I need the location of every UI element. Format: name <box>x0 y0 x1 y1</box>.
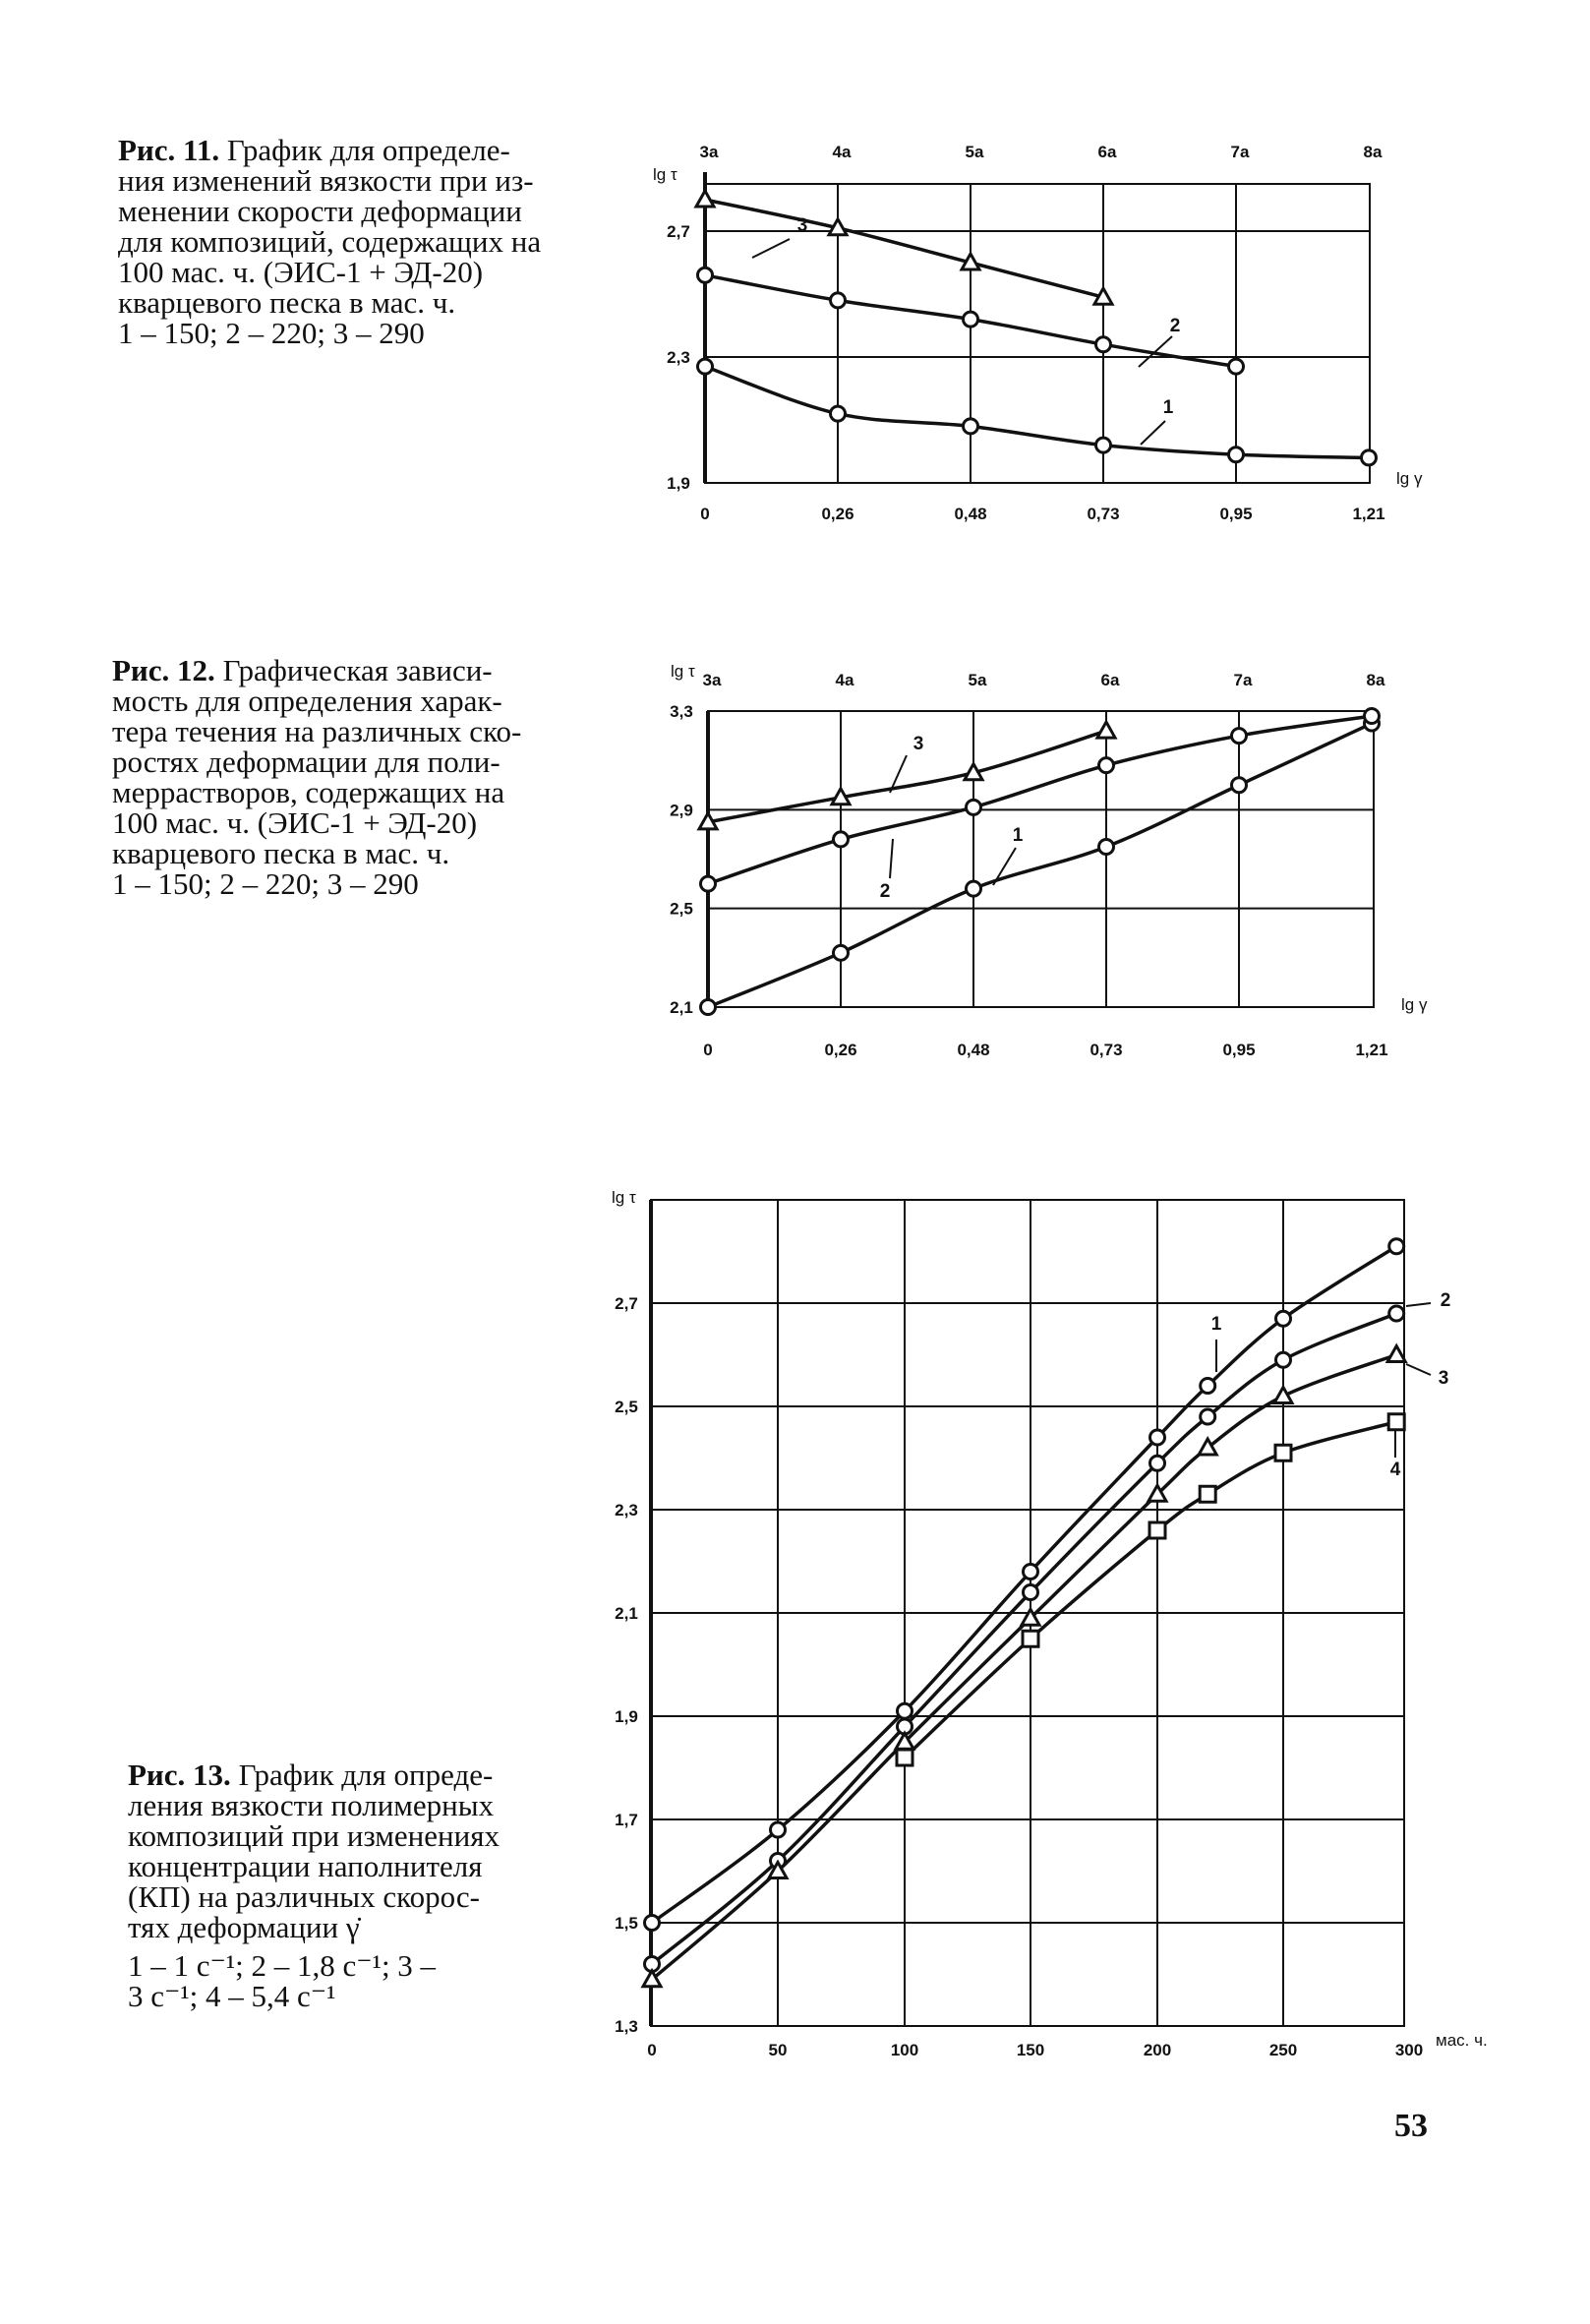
fig11-top-tick-label: 4а <box>832 143 852 161</box>
page-number: 53 <box>1394 2108 1428 2144</box>
fig11-series-2-point <box>1096 337 1111 352</box>
fig13-series-4-point <box>1200 1486 1215 1502</box>
fig13-x-tick-label: 50 <box>768 2041 788 2059</box>
fig11-series-2-point <box>831 293 846 308</box>
fig13-y-tick-label: 1,3 <box>615 2017 638 2036</box>
fig12-series-1-point <box>1232 778 1247 793</box>
fig11-top-tick-label: 7а <box>1230 143 1250 161</box>
fig13-series-3-label: 3 <box>1438 1368 1449 1389</box>
fig13-x-tick-label: 0 <box>647 2041 657 2059</box>
caption-label: Рис. 13. <box>128 1758 231 1792</box>
fig11-series-2-point <box>698 268 713 282</box>
fig13-series-1-point <box>1276 1311 1291 1326</box>
fig11-x-tick-label: 1,21 <box>1352 505 1385 523</box>
fig12-x-tick-label: 0 <box>703 1041 713 1059</box>
fig13-series-4-label: 4 <box>1389 1460 1401 1480</box>
fig11-series-1-point <box>964 419 978 434</box>
fig11-top-tick-label: 6а <box>1097 143 1117 161</box>
fig11-series-3-label: 3 <box>796 215 808 236</box>
fig12-series-2-point <box>834 832 849 847</box>
fig13-x-tick-label: 300 <box>1394 2041 1424 2059</box>
fig12-series-1-point <box>701 1000 716 1015</box>
fig12-series-1-point <box>967 881 981 896</box>
fig12-top-tick-label: 6а <box>1100 671 1120 689</box>
fig12-plot-frame <box>708 711 1374 1007</box>
fig12-top-tick-label: 4а <box>835 671 854 689</box>
fig13-series-4-point <box>897 1750 913 1765</box>
fig11-x-tick-label: 0,26 <box>821 505 854 523</box>
fig11-series-1-point <box>1096 438 1111 452</box>
fig13-series-1-label: 1 <box>1210 1314 1222 1335</box>
fig12-x-tick-label: 0,73 <box>1089 1041 1123 1059</box>
fig12-top-tick-label: 8а <box>1366 671 1385 689</box>
fig13-y-tick-label: 1,5 <box>615 1914 638 1933</box>
fig11-series-1-point <box>1362 450 1377 465</box>
fig13-x-tick-label: 250 <box>1268 2041 1298 2059</box>
fig13-y-tick-label: 2,7 <box>615 1294 638 1313</box>
fig13-series-2-point <box>1389 1306 1404 1321</box>
fig12-y-tick-label: 2,1 <box>670 998 693 1017</box>
fig11-top-tick-label: 8а <box>1363 143 1383 161</box>
fig13-series-3-point <box>1274 1388 1292 1403</box>
fig12-series-2-point <box>1365 709 1380 724</box>
fig13-series-2-point <box>1024 1585 1038 1600</box>
fig13-series-2-leader <box>1406 1303 1431 1306</box>
fig13-series-1-point <box>1150 1430 1165 1445</box>
fig12-x-tick-label: 0,26 <box>824 1041 857 1059</box>
fig13-y-tick-label: 2,3 <box>615 1501 638 1520</box>
fig11-y-tick-label: 2,3 <box>667 348 690 367</box>
fig13-series-1-point <box>1024 1565 1038 1579</box>
fig11-series-3-line <box>705 200 1103 297</box>
fig12-series-2-leader <box>890 839 893 878</box>
fig12-top-tick-label: 7а <box>1233 671 1253 689</box>
fig13-x-tick-label: 150 <box>1016 2041 1045 2059</box>
fig12-y-tick-label: 2,9 <box>670 801 693 820</box>
fig11-series-2-point <box>964 312 978 327</box>
fig13-series-1-point <box>645 1916 660 1931</box>
fig12-top-tick-label: 5а <box>968 671 987 689</box>
fig11-series-1-point <box>831 406 846 421</box>
fig12-y-axis-label: lg τ <box>671 662 695 681</box>
fig12-x-tick-label: 0,48 <box>957 1041 990 1059</box>
fig13-series-3-leader <box>1406 1364 1431 1375</box>
fig13-y-tick-label: 2,5 <box>615 1398 638 1416</box>
fig13-x-tick-label: 100 <box>890 2041 919 2059</box>
fig13-series-2-point <box>1201 1409 1215 1424</box>
fig12-x-axis-label: lg γ <box>1401 995 1428 1014</box>
fig13-y-tick-label: 1,9 <box>615 1707 638 1726</box>
fig13-series-4-point <box>1275 1445 1291 1460</box>
fig13-y-tick-label: 2,1 <box>615 1604 638 1623</box>
fig13-series-4-point <box>1388 1414 1404 1430</box>
fig12-series-1-line <box>708 724 1372 1007</box>
fig11-series-2-label: 2 <box>1169 316 1181 336</box>
fig12-series-1-point <box>1099 839 1114 854</box>
fig13-series-3-point <box>1387 1346 1405 1362</box>
fig11-x-tick-label: 0,95 <box>1219 505 1253 523</box>
figure-13-caption: Рис. 13. График для опреде- ления вязкости полимерных композиций при изменениях концентрации наполнителя (КП) на различных скорос- тях деформации γ̇ 1 – 1 с⁻¹; 2 – 1,8 с⁻¹; 3 – 3 с⁻¹; 4 – 5,4 с⁻¹ <box>128 1758 500 2013</box>
fig11-series-3-leader <box>752 239 790 258</box>
fig11-series-1-line <box>705 367 1369 458</box>
fig12-series-3-label: 3 <box>913 734 924 754</box>
fig13-series-2-label: 2 <box>1440 1290 1451 1311</box>
fig11-series-1-label: 1 <box>1162 397 1174 418</box>
fig13-series-1-point <box>898 1703 913 1718</box>
fig12-series-2-point <box>1232 729 1247 744</box>
fig11-series-1-leader <box>1141 421 1165 445</box>
fig11-x-tick-label: 0 <box>700 505 710 523</box>
fig12-series-3-line <box>708 731 1106 822</box>
fig11-y-axis-label: lg τ <box>653 165 677 184</box>
figure-11-caption: Рис. 11. График для определе- ния изменений вязкости при из- менении скорости деформации для композиций, содержащих на 100 мас. ч. (ЭИС-1 + ЭД-20) кварцевого песка в мас. ч. 1 – 150; 2 – 220; 3 – 290 <box>118 133 542 350</box>
fig12-series-2-label: 2 <box>879 881 891 902</box>
fig13-series-4-point <box>1023 1631 1038 1646</box>
fig11-y-tick-label: 1,9 <box>667 474 690 493</box>
fig12-y-tick-label: 2,5 <box>670 899 693 919</box>
fig13-series-1-line <box>652 1246 1396 1923</box>
fig11-x-tick-label: 0,48 <box>954 505 987 523</box>
fig12-series-2-line <box>708 716 1372 884</box>
fig13-x-tick-label: 200 <box>1143 2041 1172 2059</box>
fig11-x-tick-label: 0,73 <box>1087 505 1120 523</box>
fig13-y-tick-label: 1,7 <box>615 1811 638 1829</box>
fig13-series-4-point <box>1149 1522 1165 1538</box>
fig11-x-axis-label: lg γ <box>1396 469 1423 488</box>
fig12-series-1-point <box>834 945 849 960</box>
fig13-y-axis-label: lg τ <box>612 1188 636 1207</box>
fig12-x-tick-label: 1,21 <box>1355 1041 1388 1059</box>
fig13-series-1-point <box>771 1822 786 1837</box>
fig12-series-2-point <box>967 800 981 814</box>
fig13-series-1-point <box>1201 1379 1215 1394</box>
fig12-x-tick-label: 0,95 <box>1222 1041 1256 1059</box>
caption-label: Рис. 11. <box>118 133 220 167</box>
fig12-series-2-point <box>1099 758 1114 773</box>
fig12-series-1-label: 1 <box>1012 825 1024 846</box>
fig12-y-tick-label: 3,3 <box>670 702 693 721</box>
caption-label: Рис. 12. <box>112 653 215 687</box>
fig11-y-tick-label: 2,7 <box>667 222 690 241</box>
fig12-top-tick-label: 3а <box>702 671 722 689</box>
fig11-top-tick-label: 5а <box>965 143 984 161</box>
fig11-top-tick-label: 3а <box>699 143 719 161</box>
fig12-series-3-point <box>1097 722 1115 738</box>
fig11-series-1-point <box>698 359 713 374</box>
fig11-series-3-point <box>696 191 714 207</box>
fig11-series-2-point <box>1229 359 1244 374</box>
fig13-series-1-point <box>1389 1239 1404 1254</box>
fig13-series-2-point <box>1276 1352 1291 1367</box>
fig12-series-2-point <box>701 876 716 891</box>
fig11-series-1-point <box>1229 447 1244 462</box>
fig13-x-axis-label: мас. ч. <box>1436 2031 1488 2050</box>
figure-12-caption: Рис. 12. Графическая зависи- мость для определения харак- тера течения на различных ско- ростях деформации для поли- меррастворов, содержащих на 100 мас. ч. (ЭИС-1 + ЭД-20) кварцевого песка в мас. ч. 1 – 150; 2 – 220; 3 – 290 <box>112 653 522 901</box>
fig13-series-2-point <box>1150 1456 1165 1470</box>
